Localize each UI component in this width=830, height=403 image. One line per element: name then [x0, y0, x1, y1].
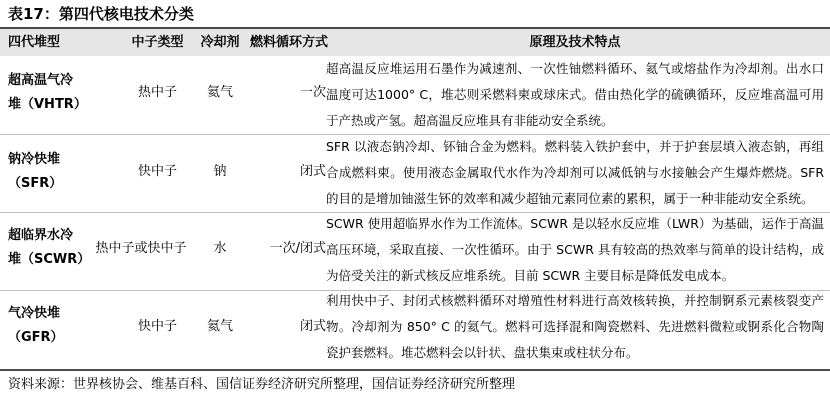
source-note: 资料来源：世界核协会、维基百科、国信证券经济研究所整理，国信证券经济研究所整理	[8, 377, 516, 392]
scwr-fuel-cycle: 一次/闭式	[269, 241, 326, 256]
header-fuel-cycle: 燃料循环方式	[249, 35, 328, 50]
header-neutron-type: 中子类型	[131, 35, 184, 50]
sfr-description: SFR 以液态钠冷却、钚铀合金为燃料。燃料装入铁护套中，并于护套层填入液态钠，再组合成燃料柬。使用液态金属取代水作为冷却剂可以减低钠与水接触会产生爆炸燃烧。SFR 的目的是增加铀滋生钚的效率和减少超铀元素同位素的累积，属于一种非能动安全系统。	[326, 139, 824, 206]
reactor-name-line1: 超临界水冷	[8, 228, 74, 243]
sfr-coolant: 钠	[213, 164, 227, 179]
reactor-name-line2: 堆（VHTR）	[8, 97, 87, 112]
table-row-gfr-name	[8, 302, 98, 350]
table-row-scwr-name	[8, 224, 98, 272]
reactor-name-line2: 堆（SCWR）	[8, 252, 91, 267]
table-row-vhtr-name	[8, 69, 98, 117]
vhtr-fuel-cycle: 一次	[299, 85, 326, 100]
vhtr-coolant: 氦气	[206, 85, 233, 100]
reactor-name-line1: 钠冷快堆	[8, 152, 61, 167]
sfr-neutron-type: 快中子	[137, 164, 177, 179]
table-caption: 表17：第四代核电技术分类	[8, 5, 194, 23]
header-reactor-type: 四代堆型	[8, 35, 61, 50]
gfr-fuel-cycle: 闭式	[299, 319, 326, 334]
vhtr-description: 超高温反应堆运用石墨作为减速剂、一次性铀燃料循环、氦气或熔盐作为冷却剂。出水口温度可达1000° C，堆芯则采燃料柬或球床式。借由热化学的硫碘循环，反应堆高温可用于产热或产氢。超高温反应堆具有非能动安全系统。	[326, 61, 824, 128]
vhtr-neutron-type: 热中子	[137, 85, 177, 100]
scwr-neutron-type: 热中子或快中子	[95, 241, 187, 256]
bottom-rule	[0, 369, 830, 371]
sfr-fuel-cycle: 闭式	[299, 164, 326, 179]
header-principle: 原理及技术特点	[529, 35, 621, 50]
gfr-neutron-type: 快中子	[137, 319, 177, 334]
reactor-name-line2: （GFR）	[8, 330, 64, 345]
scwr-coolant: 水	[213, 241, 227, 256]
scwr-description: SCWR 使用超临界水作为工作流体。SCWR 是以轻水反应堆（LWR）为基础，运作于高温高压环境，采取直接、一次性循环。由于 SCWR 具有较高的热效率与简单的设计结构，成为倍受关注的新式核反应堆系统。目前 SCWR 主要目标是降低发电成本。	[326, 216, 824, 283]
table-row-sfr-name	[8, 148, 98, 196]
reactor-name-line1: 超高温气冷	[8, 73, 74, 88]
reactor-name-line2: （SFR）	[8, 176, 63, 191]
gfr-description: 利用快中子、封闭式核燃料循环对增殖性材料进行高效核转换，并控制锕系元素核裂变产物。冷却剂为 850° C 的氦气。燃料可选择混和陶瓷燃料、先进燃料微粒或锕系化合物陶瓷护套燃料。堆芯燃料会以针状、盘状集束或柱状分布。	[326, 293, 824, 360]
gfr-coolant: 氦气	[206, 319, 233, 334]
header-coolant: 冷却剂	[200, 35, 240, 50]
reactor-name-line1: 气冷快堆	[8, 306, 61, 321]
